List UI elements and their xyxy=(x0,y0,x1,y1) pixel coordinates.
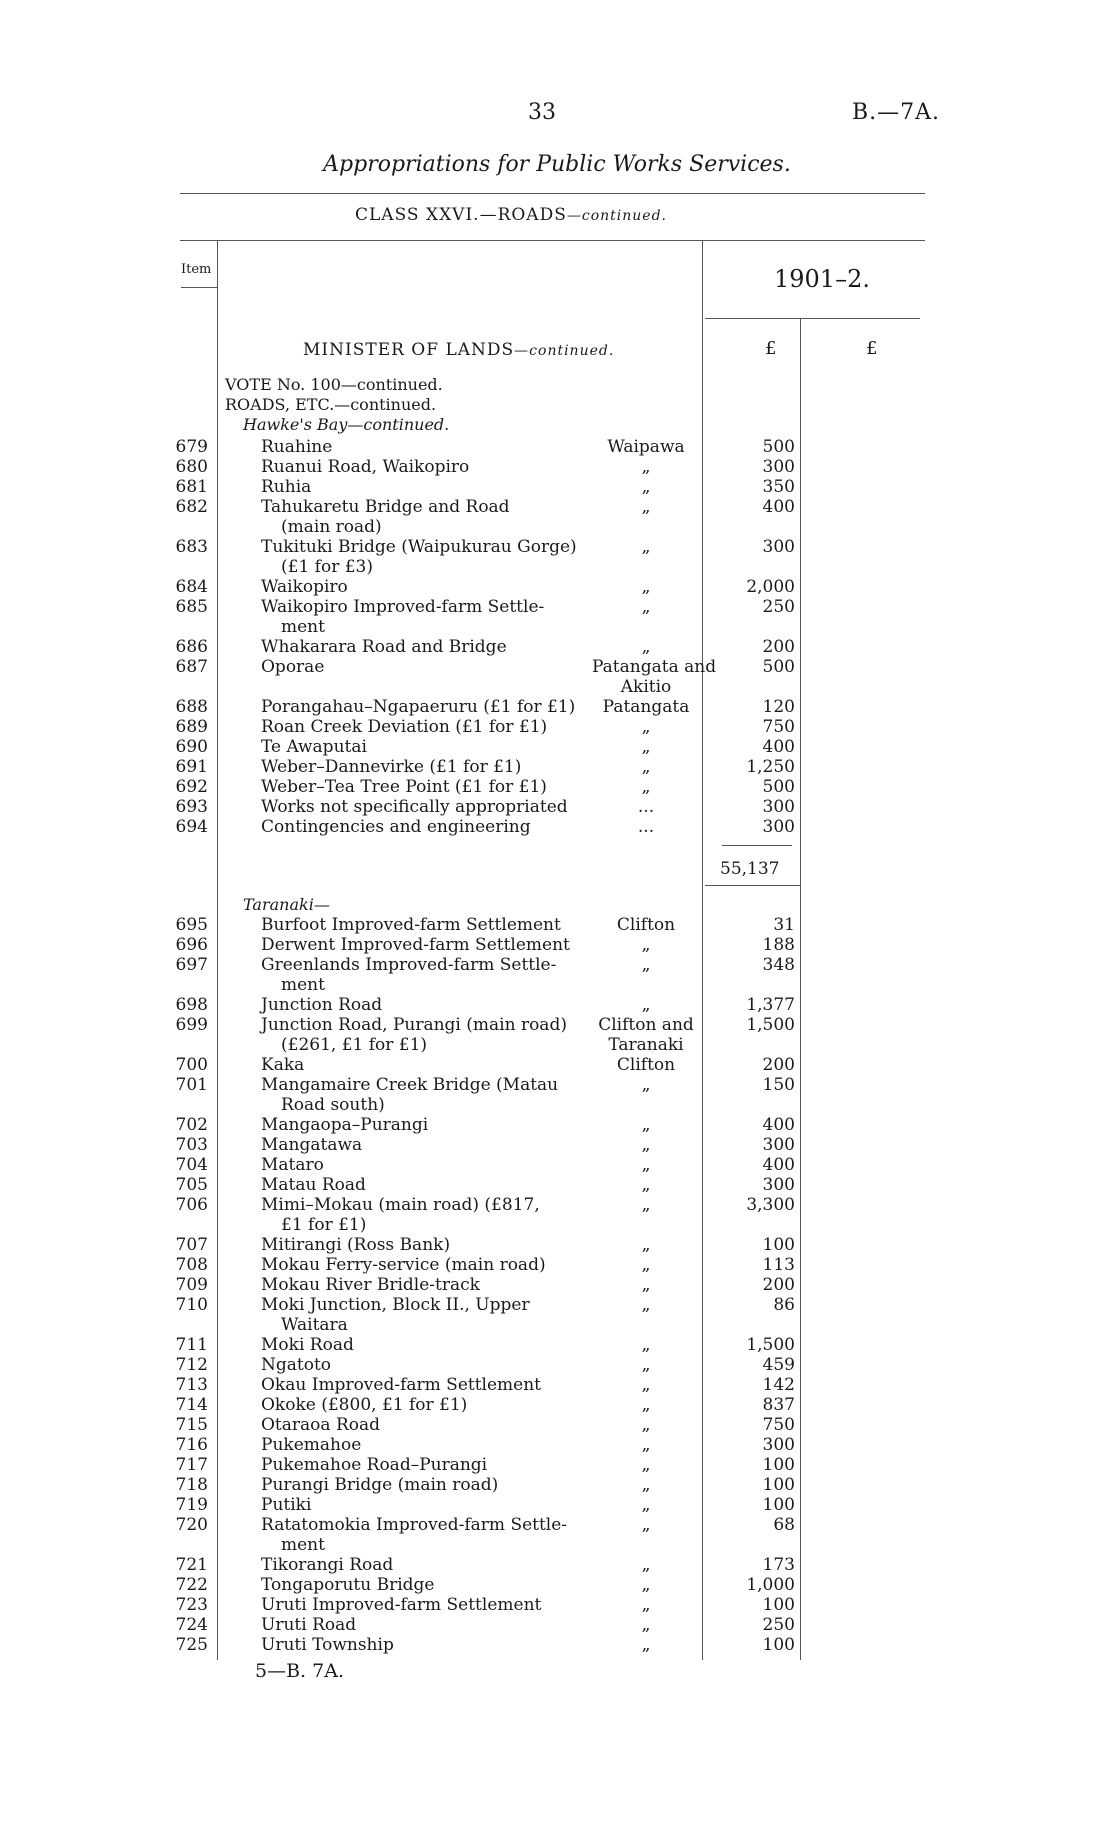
amount: 837 xyxy=(762,1395,795,1415)
road-name: Ruahine xyxy=(261,437,333,457)
road-name: Ngatoto xyxy=(261,1355,332,1375)
amount: 100 xyxy=(762,1595,795,1615)
road-name: Whakarara Road and Bridge xyxy=(261,637,507,657)
rule-top xyxy=(180,193,925,194)
district: „ xyxy=(641,1295,651,1315)
item-number: 716 xyxy=(175,1435,208,1455)
item-number: 723 xyxy=(175,1595,208,1615)
table-row-continuation xyxy=(0,1535,1114,1555)
table-row xyxy=(0,777,1114,797)
road-name: Uruti Improved-farm Settlement xyxy=(261,1595,542,1615)
district: Patangata xyxy=(602,697,690,717)
table-row xyxy=(0,597,1114,617)
road-name: Te Awaputai xyxy=(261,737,367,757)
road-name: Ratatomokia Improved-farm Settle- xyxy=(261,1515,568,1535)
item-number: 697 xyxy=(175,955,208,975)
district: „ xyxy=(641,1255,651,1275)
district: „ xyxy=(641,477,651,497)
table-row xyxy=(0,995,1114,1015)
district: „ xyxy=(641,1635,651,1655)
table-row xyxy=(0,1235,1114,1255)
item-number: 689 xyxy=(175,717,208,737)
district: „ xyxy=(641,597,651,617)
road-name: Pukemahoe Road–Purangi xyxy=(261,1455,488,1475)
district: „ xyxy=(641,1115,651,1135)
amount: 100 xyxy=(762,1635,795,1655)
road-name: Tahukaretu Bridge and Road xyxy=(261,497,510,517)
table-row xyxy=(0,1635,1114,1655)
item-number: 683 xyxy=(175,537,208,557)
item-number: 720 xyxy=(175,1515,208,1535)
item-number: 695 xyxy=(175,915,208,935)
amount: 400 xyxy=(762,1155,795,1175)
road-name-continued: (£1 for £3) xyxy=(281,557,373,577)
subtotal-rule xyxy=(722,845,792,846)
document-reference: B.—7A. xyxy=(852,100,941,125)
roads-heading: ROADS, ETC.—continued. xyxy=(225,395,437,414)
district: „ xyxy=(641,457,651,477)
district-continued: Akitio xyxy=(620,677,672,697)
district: „ xyxy=(641,1455,651,1475)
amount: 500 xyxy=(762,657,795,677)
table-row xyxy=(0,1455,1114,1475)
amount: 188 xyxy=(762,935,795,955)
district: „ xyxy=(641,1415,651,1435)
item-number: 690 xyxy=(175,737,208,757)
table-row xyxy=(0,637,1114,657)
road-name: Pukemahoe xyxy=(261,1435,362,1455)
road-name: Ruhia xyxy=(261,477,312,497)
item-number: 679 xyxy=(175,437,208,457)
road-name: Roan Creek Deviation (£1 for £1) xyxy=(261,717,548,737)
amount: 113 xyxy=(762,1255,795,1275)
road-name: Tongaporutu Bridge xyxy=(261,1575,435,1595)
road-name: Oporae xyxy=(261,657,325,677)
table-row xyxy=(0,1335,1114,1355)
vote-heading: VOTE No. 100—continued. xyxy=(225,375,443,394)
table-row-continuation xyxy=(0,1215,1114,1235)
amount: 150 xyxy=(762,1075,795,1095)
table-row xyxy=(0,1435,1114,1455)
district: Patangata and xyxy=(592,657,717,677)
item-number: 712 xyxy=(175,1355,208,1375)
item-number: 696 xyxy=(175,935,208,955)
item-number: 687 xyxy=(175,657,208,677)
table-row xyxy=(0,1175,1114,1195)
table-row xyxy=(0,1595,1114,1615)
district: „ xyxy=(641,1615,651,1635)
item-number: 702 xyxy=(175,1115,208,1135)
road-name-continued: ment xyxy=(281,975,325,995)
table-row xyxy=(0,1395,1114,1415)
district: „ xyxy=(641,1375,651,1395)
amount: 100 xyxy=(762,1495,795,1515)
item-number: 713 xyxy=(175,1375,208,1395)
district: „ xyxy=(641,1075,651,1095)
item-number: 700 xyxy=(175,1055,208,1075)
table-row-continuation xyxy=(0,1315,1114,1335)
amount: 100 xyxy=(762,1455,795,1475)
amount: 1,377 xyxy=(746,995,795,1015)
table-row xyxy=(0,657,1114,677)
road-name-continued: ment xyxy=(281,1535,325,1555)
road-name: Tikorangi Road xyxy=(261,1555,394,1575)
pound-sign-subtotal: £ xyxy=(765,338,777,359)
road-name: Junction Road xyxy=(261,995,383,1015)
amount: 31 xyxy=(773,915,795,935)
table-row xyxy=(0,1195,1114,1215)
item-header-underline xyxy=(181,287,217,288)
road-name-continued: (main road) xyxy=(281,517,382,537)
amount: 300 xyxy=(762,817,795,837)
table-row xyxy=(0,955,1114,975)
district: „ xyxy=(641,1155,651,1175)
district: Waipawa xyxy=(607,437,685,457)
road-name: Mitirangi (Ross Bank) xyxy=(261,1235,451,1255)
page-footer: 5—B. 7A. xyxy=(255,1660,344,1682)
table-row xyxy=(0,1555,1114,1575)
hawkes-bay-subtotal: 55,137 xyxy=(720,859,780,879)
road-name: Okau Improved-farm Settlement xyxy=(261,1375,542,1395)
table-row xyxy=(0,915,1114,935)
district: „ xyxy=(641,1575,651,1595)
district: „ xyxy=(641,777,651,797)
district: „ xyxy=(641,1515,651,1535)
road-name: Okoke (£800, £1 for £1) xyxy=(261,1395,468,1415)
item-number: 717 xyxy=(175,1455,208,1475)
district: „ xyxy=(641,955,651,975)
amount: 750 xyxy=(762,717,795,737)
item-number: 699 xyxy=(175,1015,208,1035)
road-name: Burfoot Improved-farm Settlement xyxy=(261,915,561,935)
road-name: Greenlands Improved-farm Settle- xyxy=(261,955,557,975)
amount: 300 xyxy=(762,1435,795,1455)
item-number: 688 xyxy=(175,697,208,717)
item-number: 710 xyxy=(175,1295,208,1315)
amount: 68 xyxy=(773,1515,795,1535)
hawkes-bay-heading: Hawke's Bay—continued. xyxy=(243,415,450,434)
road-name: Waikopiro Improved-farm Settle- xyxy=(261,597,545,617)
district: ... xyxy=(637,797,655,817)
item-number: 691 xyxy=(175,757,208,777)
table-row xyxy=(0,1415,1114,1435)
table-row-continuation xyxy=(0,1095,1114,1115)
table-row xyxy=(0,1275,1114,1295)
amount: 120 xyxy=(762,697,795,717)
item-number: 722 xyxy=(175,1575,208,1595)
road-name: Waikopiro xyxy=(261,577,348,597)
road-name-continued: ment xyxy=(281,617,325,637)
table-row xyxy=(0,457,1114,477)
amount: 1,000 xyxy=(746,1575,795,1595)
page-number: 33 xyxy=(528,100,556,125)
item-number: 685 xyxy=(175,597,208,617)
table-row xyxy=(0,1355,1114,1375)
table-row-continuation xyxy=(0,617,1114,637)
table-row xyxy=(0,697,1114,717)
minister-heading xyxy=(303,340,614,360)
table-row xyxy=(0,1515,1114,1535)
item-number: 682 xyxy=(175,497,208,517)
amount: 173 xyxy=(762,1555,795,1575)
road-name: Mokau River Bridle-track xyxy=(261,1275,480,1295)
item-number: 718 xyxy=(175,1475,208,1495)
district: „ xyxy=(641,1475,651,1495)
item-number: 705 xyxy=(175,1175,208,1195)
table-row xyxy=(0,717,1114,737)
table-row xyxy=(0,935,1114,955)
amount: 200 xyxy=(762,1055,795,1075)
amount: 100 xyxy=(762,1475,795,1495)
district: „ xyxy=(641,1595,651,1615)
road-name: Ruanui Road, Waikopiro xyxy=(261,457,470,477)
district: „ xyxy=(641,1495,651,1515)
amount: 400 xyxy=(762,497,795,517)
table-row-continuation xyxy=(0,557,1114,577)
item-column-header: Item xyxy=(181,262,212,277)
road-name: Junction Road, Purangi (main road) xyxy=(261,1015,567,1035)
table-row-continuation xyxy=(0,517,1114,537)
road-name: Mangatawa xyxy=(261,1135,363,1155)
table-row xyxy=(0,1575,1114,1595)
road-name: Tukituki Bridge (Waipukurau Gorge) xyxy=(261,537,577,557)
amount: 750 xyxy=(762,1415,795,1435)
district: „ xyxy=(641,1135,651,1155)
item-number: 707 xyxy=(175,1235,208,1255)
amount: 500 xyxy=(762,777,795,797)
table-row xyxy=(0,1475,1114,1495)
district: „ xyxy=(641,757,651,777)
road-name: Putiki xyxy=(261,1495,312,1515)
amount: 200 xyxy=(762,1275,795,1295)
table-row-continuation xyxy=(0,677,1114,697)
district: „ xyxy=(641,1175,651,1195)
road-name: Mangaopa–Purangi xyxy=(261,1115,429,1135)
amount: 1,500 xyxy=(746,1335,795,1355)
item-number: 686 xyxy=(175,637,208,657)
district: „ xyxy=(641,1555,651,1575)
item-number: 711 xyxy=(175,1335,208,1355)
table-row-continuation xyxy=(0,1035,1114,1055)
minister-continued: —continued. xyxy=(514,343,615,359)
amount: 400 xyxy=(762,737,795,757)
year-underline xyxy=(705,318,920,319)
table-row xyxy=(0,577,1114,597)
amount: 1,250 xyxy=(746,757,795,777)
item-number: 694 xyxy=(175,817,208,837)
amount: 400 xyxy=(762,1115,795,1135)
road-name: Mokau Ferry-service (main road) xyxy=(261,1255,546,1275)
district: Clifton and xyxy=(598,1015,694,1035)
district: „ xyxy=(641,637,651,657)
table-row xyxy=(0,1015,1114,1035)
amount: 86 xyxy=(773,1295,795,1315)
amount: 300 xyxy=(762,457,795,477)
table-row xyxy=(0,1375,1114,1395)
table-row xyxy=(0,1155,1114,1175)
road-name: Derwent Improved-farm Settlement xyxy=(261,935,570,955)
table-row xyxy=(0,797,1114,817)
item-number: 708 xyxy=(175,1255,208,1275)
district: „ xyxy=(641,577,651,597)
district: „ xyxy=(641,737,651,757)
amount: 2,000 xyxy=(746,577,795,597)
district: Clifton xyxy=(616,1055,676,1075)
district: „ xyxy=(641,935,651,955)
road-name: Mangamaire Creek Bridge (Matau xyxy=(261,1075,559,1095)
item-number: 698 xyxy=(175,995,208,1015)
amount: 200 xyxy=(762,637,795,657)
page-title: Appropriations for Public Works Services. xyxy=(323,152,791,177)
item-number: 703 xyxy=(175,1135,208,1155)
amount: 459 xyxy=(762,1355,795,1375)
table-row-continuation xyxy=(0,975,1114,995)
district: „ xyxy=(641,497,651,517)
road-name-continued: Waitara xyxy=(281,1315,348,1335)
road-name: Otaraoa Road xyxy=(261,1415,380,1435)
amount: 300 xyxy=(762,1175,795,1195)
district: Clifton xyxy=(616,915,676,935)
road-name: Contingencies and engineering xyxy=(261,817,531,837)
district: „ xyxy=(641,1395,651,1415)
rule-under-section xyxy=(180,240,925,241)
table-row xyxy=(0,1255,1114,1275)
road-name: Weber–Tea Tree Point (£1 for £1) xyxy=(261,777,547,797)
district: „ xyxy=(641,1355,651,1375)
table-row xyxy=(0,1055,1114,1075)
item-number: 684 xyxy=(175,577,208,597)
item-number: 714 xyxy=(175,1395,208,1415)
amount: 250 xyxy=(762,1615,795,1635)
district: „ xyxy=(641,537,651,557)
road-name: Uruti Road xyxy=(261,1615,357,1635)
road-name: Works not specifically appropriated xyxy=(261,797,568,817)
item-number: 680 xyxy=(175,457,208,477)
minister-title: MINISTER OF LANDS xyxy=(303,340,515,360)
taranaki-heading: Taranaki— xyxy=(243,895,330,914)
item-number: 704 xyxy=(175,1155,208,1175)
amount: 1,500 xyxy=(746,1015,795,1035)
district: ... xyxy=(637,817,655,837)
section-title: CLASS XXVI.—ROADS xyxy=(355,205,567,225)
amount: 300 xyxy=(762,1135,795,1155)
district: „ xyxy=(641,1275,651,1295)
road-name-continued: Road south) xyxy=(281,1095,385,1115)
road-name: Kaka xyxy=(261,1055,305,1075)
item-number: 721 xyxy=(175,1555,208,1575)
district: „ xyxy=(641,717,651,737)
item-number: 725 xyxy=(175,1635,208,1655)
item-number: 724 xyxy=(175,1615,208,1635)
amount: 348 xyxy=(762,955,795,975)
table-row xyxy=(0,817,1114,837)
table-row xyxy=(0,757,1114,777)
amount: 142 xyxy=(762,1375,795,1395)
district: „ xyxy=(641,1435,651,1455)
road-name: Matau Road xyxy=(261,1175,366,1195)
road-name: Mimi–Mokau (main road) (£817, xyxy=(261,1195,540,1215)
road-name: Purangi Bridge (main road) xyxy=(261,1475,499,1495)
year-header: 1901–2. xyxy=(774,265,870,293)
road-name-continued: (£261, £1 for £1) xyxy=(281,1035,428,1055)
district: „ xyxy=(641,1335,651,1355)
table-row xyxy=(0,1615,1114,1635)
table-row xyxy=(0,1495,1114,1515)
subtotal-underline xyxy=(705,885,800,886)
amount: 500 xyxy=(762,437,795,457)
district-continued: Taranaki xyxy=(608,1035,684,1055)
road-name: Weber–Dannevirke (£1 for £1) xyxy=(261,757,522,777)
item-number: 693 xyxy=(175,797,208,817)
table-row xyxy=(0,1295,1114,1315)
item-number: 681 xyxy=(175,477,208,497)
item-number: 709 xyxy=(175,1275,208,1295)
table-row xyxy=(0,537,1114,557)
section-continued: —continued. xyxy=(566,208,667,224)
section-heading xyxy=(355,205,667,225)
road-name: Moki Road xyxy=(261,1335,354,1355)
district: „ xyxy=(641,995,651,1015)
table-row xyxy=(0,437,1114,457)
table-row xyxy=(0,737,1114,757)
table-row xyxy=(0,497,1114,517)
road-name: Porangahau–Ngapaeruru (£1 for £1) xyxy=(261,697,576,717)
district: „ xyxy=(641,1235,651,1255)
pound-sign-total: £ xyxy=(866,338,878,359)
item-number: 715 xyxy=(175,1415,208,1435)
road-name: Moki Junction, Block II., Upper xyxy=(261,1295,530,1315)
item-number: 701 xyxy=(175,1075,208,1095)
amount: 250 xyxy=(762,597,795,617)
table-row xyxy=(0,1115,1114,1135)
item-number: 719 xyxy=(175,1495,208,1515)
item-number: 692 xyxy=(175,777,208,797)
amount: 350 xyxy=(762,477,795,497)
amount: 300 xyxy=(762,537,795,557)
road-name: Mataro xyxy=(261,1155,324,1175)
road-name: Uruti Township xyxy=(261,1635,394,1655)
amount: 3,300 xyxy=(746,1195,795,1215)
item-number: 706 xyxy=(175,1195,208,1215)
table-row xyxy=(0,477,1114,497)
road-name-continued: £1 for £1) xyxy=(281,1215,367,1235)
amount: 100 xyxy=(762,1235,795,1255)
table-row xyxy=(0,1075,1114,1095)
district: „ xyxy=(641,1195,651,1215)
amount: 300 xyxy=(762,797,795,817)
table-row xyxy=(0,1135,1114,1155)
